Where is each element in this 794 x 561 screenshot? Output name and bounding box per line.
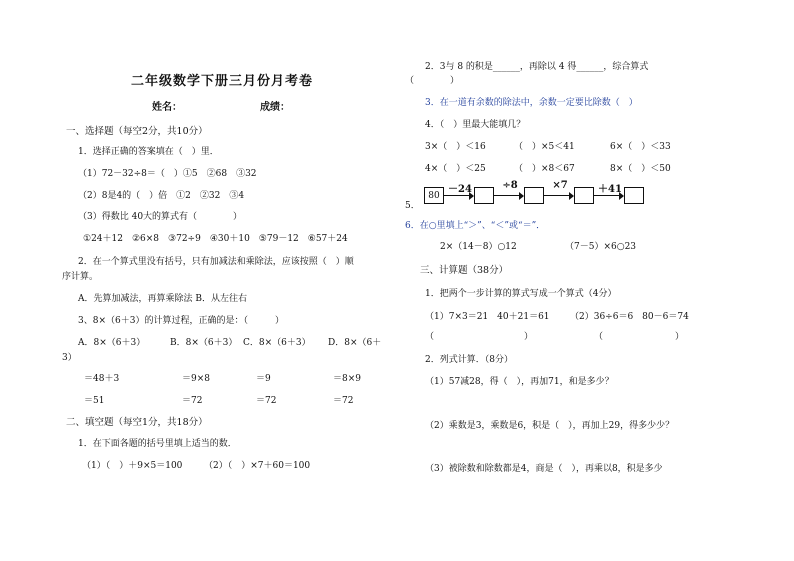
- question-2-options: A．先算加减法，再算乘除法 B．从左往右: [78, 294, 247, 304]
- exam-title: 二年级数学下册三月份月考卷: [131, 74, 314, 89]
- question-2-line-2: 序计算。: [62, 272, 99, 282]
- section-2-heading: 二、填空题（每空1分，共18分）: [66, 417, 208, 428]
- flow-op-3: ×7: [552, 180, 568, 191]
- calc-2-1: （1）57减28，得（ ），再加71，和是多少？: [425, 377, 614, 387]
- flow-op-1: －24: [448, 184, 472, 195]
- flow-start-box: 80: [424, 187, 444, 204]
- step-a-2: ＝51: [84, 396, 105, 406]
- fill-6: 6．在○里填上“＞”、“＜”或“＝”．: [405, 221, 546, 231]
- calc-1-b: （2）36÷6＝6 80－6＝74: [570, 312, 689, 322]
- flow-box-2[interactable]: [524, 187, 544, 204]
- fill-4-a2: （ ）×5＜41: [514, 142, 575, 152]
- step-b-1: ＝9×8: [182, 374, 210, 384]
- question-3-option-a: A．8×（6＋3）: [78, 338, 146, 348]
- question-3-option-c: C．8×（6＋3）: [243, 338, 311, 348]
- fill-1-1: （1）（ ）＋9×5＝100: [82, 461, 183, 471]
- step-c-1: ＝9: [256, 374, 271, 384]
- calc-1-a-paren: （ ）: [425, 332, 534, 342]
- fill-4-b3: 8×（ ）＜50: [610, 164, 671, 174]
- fill-1: 1．在下面各题的括号里填上适当的数．: [78, 439, 237, 449]
- operation-flow: [424, 180, 644, 204]
- flow-op-4: ＋41: [598, 184, 622, 195]
- flow-box-3[interactable]: [574, 187, 594, 204]
- section-1-heading: 一、选择题（每空2分，共10分）: [66, 126, 208, 137]
- step-c-2: ＝72: [256, 396, 277, 406]
- calc-2-2: （2）乘数是3，乘数是6，积是（ ），再加上29，得多少少？: [425, 421, 675, 431]
- section-3-heading: 三、计算题（38分）: [420, 265, 509, 276]
- question-3-option-d-cont: 3）: [62, 353, 77, 363]
- fill-4-a1: 3×（ ）＜16: [425, 142, 486, 152]
- score-label: 成绩：: [260, 102, 290, 113]
- flow-op-2: ÷8: [502, 180, 518, 191]
- question-2-line-1: 2．在一个算式里没有括号，只有加减法和乘除法，应该按照（ ）顺: [78, 257, 354, 267]
- fill-4: 4．（ ）里最大能填几？: [425, 120, 526, 130]
- flow-box-1[interactable]: [474, 187, 494, 204]
- question-1-1: （1）72－32÷8＝（ ）①5 ②68 ③32: [78, 169, 257, 179]
- step-d-1: ＝8×9: [333, 374, 361, 384]
- fill-4-a3: 6×（ ）＜33: [610, 142, 671, 152]
- question-3: 3、8×（6＋3）的计算过程，正确的是：（ ）: [78, 316, 284, 326]
- question-3-option-b: B．8×（6＋3）: [170, 338, 238, 348]
- step-b-2: ＝72: [182, 396, 203, 406]
- flow-arrow-1: [444, 184, 474, 203]
- calc-1-b-paren: （ ）: [594, 332, 685, 342]
- calc-1: 1．把两个一步计算的算式写成一个算式（4分）: [425, 289, 617, 299]
- fill-4-b1: 4×（ ）＜25: [425, 164, 486, 174]
- question-3-option-d: D．8×（6＋: [328, 338, 382, 348]
- fill-2-paren: （ ）: [405, 76, 460, 86]
- question-1-3-options: ①24＋12 ②6×8 ③72÷9 ④30＋10 ⑤79－12 ⑥57＋24: [83, 234, 348, 244]
- flow-arrow-3: [544, 180, 574, 203]
- fill-2: 2．3与 8 的积是______，再除以 4 得______，综合算式: [425, 62, 649, 72]
- fill-3: 3．在一道有余数的除法中，余数一定要比除数（ ）: [425, 98, 638, 108]
- fill-4-b2: （ ）×8＜67: [514, 164, 575, 174]
- step-a-1: ＝48＋3: [84, 374, 120, 384]
- flow-box-4[interactable]: [624, 187, 644, 204]
- fill-6-a: 2×（14－8）○12: [440, 242, 517, 252]
- step-d-2: ＝72: [333, 396, 354, 406]
- calc-1-a: （1）7×3＝21 40＋21＝61: [425, 312, 550, 322]
- question-1-2: （2）8是4的（ ）倍 ①2 ②32 ③4: [78, 191, 245, 201]
- fill-6-b: （7－5）×6○23: [565, 242, 637, 252]
- fill-1-2: （2）（ ）×7＋60＝100: [204, 461, 311, 471]
- fill-5-number: 5．: [405, 201, 420, 211]
- question-1: 1．选择正确的答案填在（ ）里．: [78, 147, 219, 157]
- calc-2-3: （3）被除数和除数都是4，商是（ ），再乘以8，积是多少: [425, 464, 663, 474]
- flow-arrow-4: [594, 184, 624, 203]
- calc-2: 2．列式计算．（8分）: [425, 355, 513, 365]
- name-label: 姓名：: [152, 102, 182, 113]
- flow-arrow-2: [494, 180, 524, 203]
- question-1-3: （3）得数比 40大的算式有（ ）: [78, 212, 243, 222]
